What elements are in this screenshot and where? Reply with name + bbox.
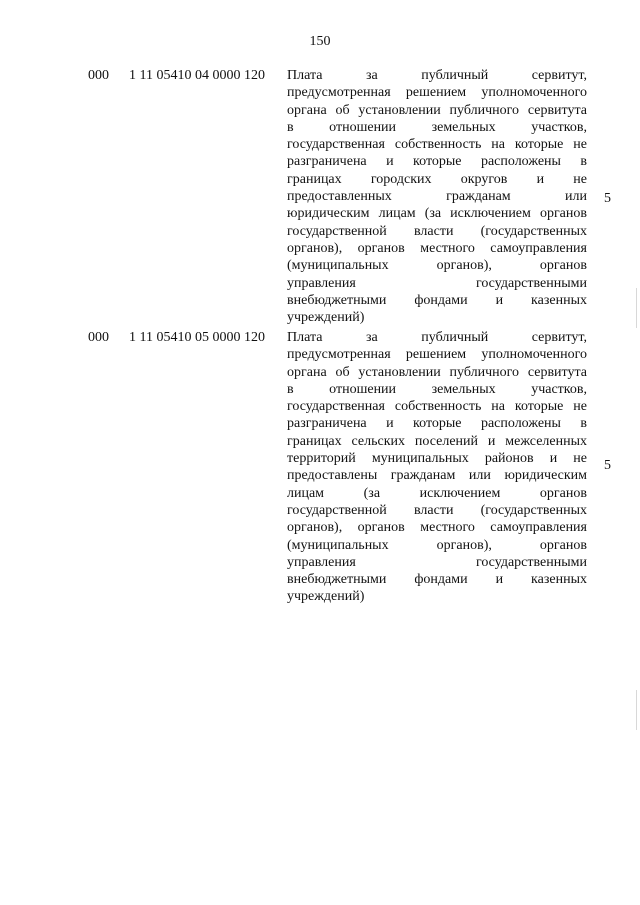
rate-value: 5 [604, 191, 611, 206]
description-line: учреждений) [287, 589, 365, 605]
description-line: внебюджетными фондами и казенных [287, 572, 587, 588]
description-line: границах городских округов и не [287, 171, 587, 187]
description-line: (муниципальных органов), органов [287, 258, 587, 274]
description-line: Плата за публичный сервитут, [287, 330, 587, 345]
description-line: органа об установлении публичного сервитута [287, 364, 587, 380]
description-line: юридическим лицам (за исключением органов [287, 206, 587, 222]
description-line: предоставленных гражданам или [287, 189, 587, 205]
scan-edge-mark [636, 288, 637, 328]
description-line: в отношении земельных участков, [287, 119, 587, 135]
description-line: (муниципальных органов), органов [287, 537, 587, 553]
description-line: в отношении земельных участков, [287, 381, 587, 397]
description-line: государственной власти (государственных [287, 502, 587, 518]
description-line: разграничена и которые расположены в [287, 416, 587, 432]
description-line: управления государственными [287, 275, 587, 291]
description-line: предоставлены гражданам или юридическим [287, 468, 587, 484]
revenue-description [287, 329, 587, 606]
admin-code: 000 [88, 330, 109, 345]
scan-edge-mark [636, 690, 637, 730]
rate-value: 5 [604, 458, 611, 473]
page-number: 150 [309, 34, 331, 49]
revenue-description [287, 67, 587, 326]
description-line: лицам (за исключением органов [287, 485, 587, 501]
description-line: государственная собственность на которые не [287, 137, 587, 153]
description-line: государственной власти (государственных [287, 223, 587, 239]
kbk-code: 1 11 05410 05 0000 120 [129, 330, 265, 345]
description-line: внебюджетными фондами и казенных [287, 292, 587, 308]
admin-code: 000 [88, 68, 109, 83]
kbk-code: 1 11 05410 04 0000 120 [129, 68, 265, 83]
description-line: органа об установлении публичного сервитута [287, 102, 587, 118]
description-line: Плата за публичный сервитут, [287, 68, 587, 83]
description-line: границах сельских поселений и межселенных [287, 433, 587, 449]
description-line: предусмотренная решением уполномоченного [287, 85, 587, 101]
description-line: органов), органов местного самоуправления [287, 240, 587, 256]
description-line: учреждений) [287, 310, 365, 326]
description-line: государственная собственность на которые не [287, 399, 587, 415]
description-line: органов), органов местного самоуправления [287, 520, 587, 536]
description-line: разграничена и которые расположены в [287, 154, 587, 170]
description-line: территорий муниципальных районов и не [287, 451, 587, 467]
description-line: предусмотренная решением уполномоченного [287, 347, 587, 363]
description-line: управления государственными [287, 554, 587, 570]
